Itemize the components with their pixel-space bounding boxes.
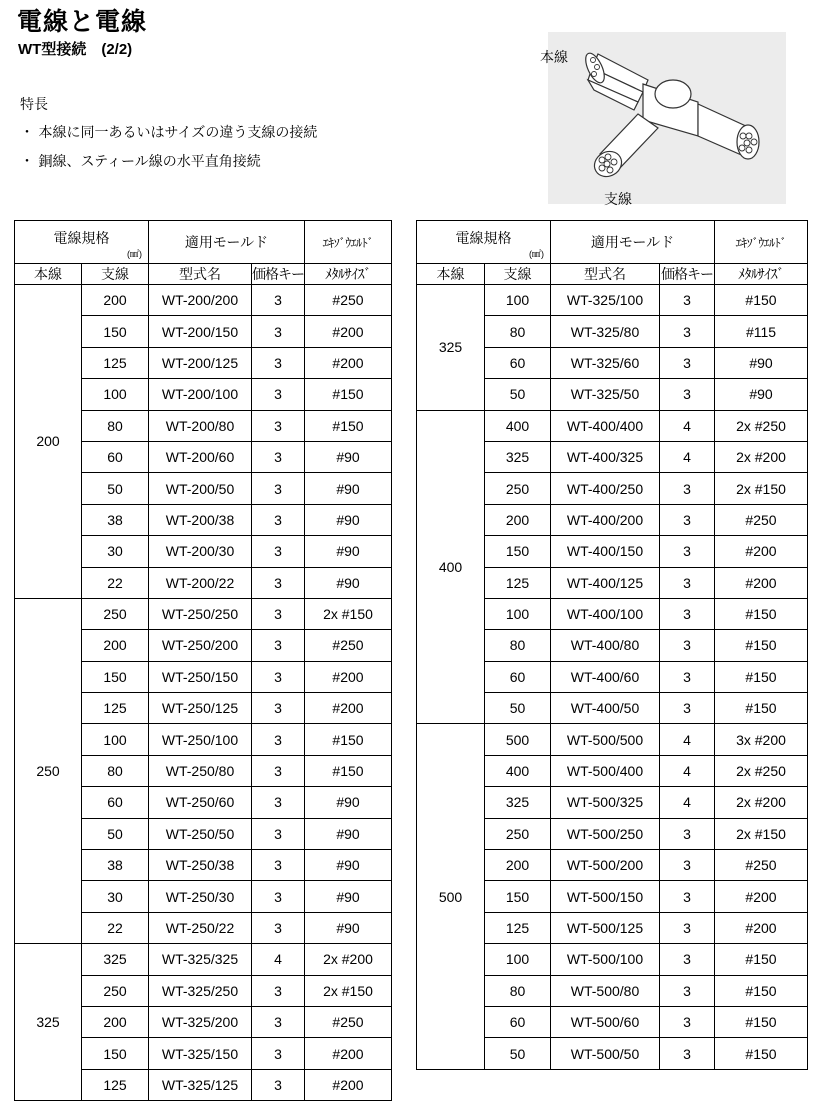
branch-size-cell: 200 bbox=[82, 1006, 149, 1037]
model-col-header: 型式名 bbox=[149, 264, 252, 285]
price-key-cell: 3 bbox=[660, 881, 715, 912]
model-cell: WT-500/100 bbox=[551, 944, 660, 975]
main-size-cell: 500 bbox=[417, 724, 485, 1069]
spec-table-left-body bbox=[15, 221, 392, 1101]
model-cell: WT-200/125 bbox=[149, 347, 252, 378]
metal-size-cell: #90 bbox=[305, 787, 392, 818]
metal-size-cell: 3x #200 bbox=[715, 724, 808, 755]
model-cell: WT-200/100 bbox=[149, 379, 252, 410]
price-key-cell: 3 bbox=[660, 567, 715, 598]
metal-size-cell: #90 bbox=[305, 504, 392, 535]
metal-size-cell: #90 bbox=[715, 347, 808, 378]
model-cell: WT-400/400 bbox=[551, 410, 660, 441]
price-key-cell: 3 bbox=[660, 1006, 715, 1037]
metal-size-cell: #90 bbox=[715, 379, 808, 410]
metal-size-cell: #150 bbox=[715, 944, 808, 975]
branch-size-cell: 400 bbox=[485, 755, 551, 786]
metal-size-cell: 2x #200 bbox=[305, 944, 392, 975]
price-key-cell: 3 bbox=[252, 567, 305, 598]
branch-size-cell: 325 bbox=[485, 441, 551, 472]
model-cell: WT-250/38 bbox=[149, 850, 252, 881]
model-cell: WT-250/60 bbox=[149, 787, 252, 818]
metal-size-cell: #90 bbox=[305, 881, 392, 912]
price-key-col-header: 価格キー bbox=[660, 264, 715, 285]
price-key-cell: 3 bbox=[252, 410, 305, 441]
price-key-cell: 3 bbox=[252, 912, 305, 943]
price-key-cell: 3 bbox=[252, 379, 305, 410]
branch-size-cell: 100 bbox=[82, 379, 149, 410]
table-row bbox=[417, 724, 808, 755]
price-key-cell: 3 bbox=[660, 850, 715, 881]
metal-size-cell: #150 bbox=[715, 1038, 808, 1069]
model-cell: WT-200/30 bbox=[149, 536, 252, 567]
unit-label: (㎟) bbox=[529, 249, 544, 259]
price-key-cell: 3 bbox=[252, 975, 305, 1006]
branch-size-cell: 125 bbox=[485, 912, 551, 943]
branch-size-cell: 100 bbox=[485, 598, 551, 629]
main-size-cell: 400 bbox=[417, 410, 485, 724]
metal-size-cell: #200 bbox=[715, 536, 808, 567]
metal-size-cell: #200 bbox=[715, 912, 808, 943]
branch-size-cell: 80 bbox=[485, 975, 551, 1006]
model-cell: WT-400/100 bbox=[551, 598, 660, 629]
metal-size-cell: #200 bbox=[305, 661, 392, 692]
branch-size-cell: 125 bbox=[82, 347, 149, 378]
model-cell: WT-500/200 bbox=[551, 850, 660, 881]
mold-header: 適用モールド bbox=[551, 221, 715, 264]
metal-size-cell: 2x #200 bbox=[715, 441, 808, 472]
metal-size-cell: #150 bbox=[715, 975, 808, 1006]
price-key-cell: 3 bbox=[252, 755, 305, 786]
metal-size-cell: #200 bbox=[715, 881, 808, 912]
model-cell: WT-325/250 bbox=[149, 975, 252, 1006]
price-key-cell: 3 bbox=[660, 316, 715, 347]
branch-size-cell: 150 bbox=[485, 536, 551, 567]
exo-header: ｴｷｿﾞｳｴﾙﾄﾞ bbox=[305, 221, 392, 264]
branch-size-cell: 500 bbox=[485, 724, 551, 755]
metal-size-cell: #150 bbox=[715, 598, 808, 629]
metal-size-cell: 2x #250 bbox=[715, 410, 808, 441]
spec-table-right bbox=[416, 220, 808, 1070]
price-key-cell: 3 bbox=[660, 818, 715, 849]
model-cell: WT-500/325 bbox=[551, 787, 660, 818]
price-key-cell: 3 bbox=[252, 285, 305, 316]
metal-size-cell: #150 bbox=[715, 285, 808, 316]
price-key-cell: 3 bbox=[660, 379, 715, 410]
feature-item: ・ 銅線、スティール線の水平直角接続 bbox=[20, 154, 261, 170]
metal-size-cell: #200 bbox=[305, 693, 392, 724]
branch-size-cell: 100 bbox=[485, 285, 551, 316]
branch-size-cell: 30 bbox=[82, 881, 149, 912]
branch-wire-label: 支線 bbox=[604, 192, 632, 208]
model-cell: WT-325/325 bbox=[149, 944, 252, 975]
metal-size-cell: #115 bbox=[715, 316, 808, 347]
metal-size-cell: #150 bbox=[305, 410, 392, 441]
model-cell: WT-500/250 bbox=[551, 818, 660, 849]
price-key-cell: 3 bbox=[252, 504, 305, 535]
price-key-cell: 4 bbox=[660, 787, 715, 818]
price-key-cell: 3 bbox=[252, 693, 305, 724]
metal-size-cell: #250 bbox=[715, 504, 808, 535]
price-key-cell: 3 bbox=[660, 285, 715, 316]
metal-size-cell: #90 bbox=[305, 536, 392, 567]
metal-size-cell: #150 bbox=[715, 661, 808, 692]
model-cell: WT-250/250 bbox=[149, 598, 252, 629]
metal-size-cell: 2x #200 bbox=[715, 787, 808, 818]
page-title: 電線と電線 bbox=[17, 7, 148, 36]
spec-table-right-body bbox=[417, 221, 808, 1070]
model-cell: WT-500/400 bbox=[551, 755, 660, 786]
price-key-cell: 3 bbox=[252, 316, 305, 347]
branch-size-cell: 125 bbox=[485, 567, 551, 598]
branch-size-cell: 250 bbox=[82, 975, 149, 1006]
model-cell: WT-250/22 bbox=[149, 912, 252, 943]
page-subtitle: WT型接続 (2/2) bbox=[18, 41, 133, 58]
model-cell: WT-250/30 bbox=[149, 881, 252, 912]
unit-label: (㎟) bbox=[127, 249, 142, 259]
metal-size-cell: #200 bbox=[305, 316, 392, 347]
branch-size-cell: 50 bbox=[82, 473, 149, 504]
price-key-cell: 3 bbox=[660, 944, 715, 975]
table-row bbox=[417, 410, 808, 441]
branch-size-cell: 80 bbox=[82, 755, 149, 786]
main-size-cell: 325 bbox=[417, 285, 485, 411]
model-cell: WT-250/125 bbox=[149, 693, 252, 724]
main-size-cell: 325 bbox=[15, 944, 82, 1101]
branch-size-cell: 250 bbox=[82, 598, 149, 629]
branch-size-cell: 30 bbox=[82, 536, 149, 567]
metal-size-cell: #90 bbox=[305, 912, 392, 943]
price-key-cell: 4 bbox=[660, 441, 715, 472]
header-row bbox=[15, 221, 392, 264]
model-cell: WT-325/80 bbox=[551, 316, 660, 347]
branch-size-cell: 100 bbox=[82, 724, 149, 755]
model-cell: WT-250/50 bbox=[149, 818, 252, 849]
metal-size-cell: #200 bbox=[305, 347, 392, 378]
model-cell: WT-250/80 bbox=[149, 755, 252, 786]
table-row bbox=[15, 944, 392, 975]
model-cell: WT-325/100 bbox=[551, 285, 660, 316]
branch-size-cell: 250 bbox=[485, 818, 551, 849]
main-size-cell: 250 bbox=[15, 598, 82, 943]
price-key-cell: 3 bbox=[252, 473, 305, 504]
metal-size-cell: #90 bbox=[305, 850, 392, 881]
branch-size-cell: 38 bbox=[82, 850, 149, 881]
main-col-header: 本線 bbox=[417, 264, 485, 285]
metal-size-cell: 2x #150 bbox=[715, 473, 808, 504]
t-joint-cable-drawing bbox=[548, 32, 786, 204]
model-cell: WT-400/125 bbox=[551, 567, 660, 598]
model-cell: WT-400/80 bbox=[551, 630, 660, 661]
branch-size-cell: 325 bbox=[82, 944, 149, 975]
branch-size-cell: 200 bbox=[82, 285, 149, 316]
metal-size-cell: 2x #250 bbox=[715, 755, 808, 786]
price-key-cell: 3 bbox=[660, 912, 715, 943]
branch-size-cell: 60 bbox=[82, 441, 149, 472]
model-cell: WT-500/125 bbox=[551, 912, 660, 943]
model-cell: WT-400/60 bbox=[551, 661, 660, 692]
model-cell: WT-325/200 bbox=[149, 1006, 252, 1037]
mold-header: 適用モールド bbox=[149, 221, 305, 264]
price-key-cell: 3 bbox=[660, 504, 715, 535]
table-row bbox=[15, 598, 392, 629]
branch-size-cell: 50 bbox=[485, 1038, 551, 1069]
metal-size-cell: #250 bbox=[305, 630, 392, 661]
branch-size-cell: 200 bbox=[485, 504, 551, 535]
metal-size-cell: 2x #150 bbox=[715, 818, 808, 849]
metal-size-cell: #200 bbox=[305, 1038, 392, 1069]
branch-size-cell: 250 bbox=[485, 473, 551, 504]
model-cell: WT-400/250 bbox=[551, 473, 660, 504]
price-key-cell: 3 bbox=[252, 347, 305, 378]
feature-item: ・ 本線に同一あるいはサイズの違う支線の接続 bbox=[20, 125, 318, 141]
features-heading: 特長 bbox=[20, 97, 48, 113]
wire-spec-header bbox=[15, 221, 149, 264]
model-cell: WT-500/500 bbox=[551, 724, 660, 755]
model-cell: WT-200/60 bbox=[149, 441, 252, 472]
price-key-cell: 3 bbox=[660, 975, 715, 1006]
metal-size-cell: #150 bbox=[305, 724, 392, 755]
price-key-col-header: 価格キー bbox=[252, 264, 305, 285]
price-key-cell: 3 bbox=[252, 630, 305, 661]
metal-size-cell: #200 bbox=[305, 1069, 392, 1100]
metal-col-header: ﾒﾀﾙｻｲｽﾞ bbox=[305, 264, 392, 285]
price-key-cell: 3 bbox=[660, 536, 715, 567]
branch-size-cell: 60 bbox=[485, 661, 551, 692]
model-cell: WT-500/150 bbox=[551, 881, 660, 912]
model-cell: WT-500/80 bbox=[551, 975, 660, 1006]
main-col-header: 本線 bbox=[15, 264, 82, 285]
model-cell: WT-250/150 bbox=[149, 661, 252, 692]
branch-size-cell: 22 bbox=[82, 912, 149, 943]
metal-size-cell: #200 bbox=[715, 567, 808, 598]
price-key-cell: 3 bbox=[252, 441, 305, 472]
model-cell: WT-325/125 bbox=[149, 1069, 252, 1100]
price-key-cell: 3 bbox=[252, 724, 305, 755]
price-key-cell: 3 bbox=[252, 536, 305, 567]
model-cell: WT-200/80 bbox=[149, 410, 252, 441]
metal-size-cell: #90 bbox=[305, 818, 392, 849]
price-key-cell: 3 bbox=[252, 1006, 305, 1037]
price-key-cell: 3 bbox=[660, 693, 715, 724]
model-cell: WT-200/200 bbox=[149, 285, 252, 316]
metal-size-cell: #150 bbox=[715, 1006, 808, 1037]
branch-size-cell: 150 bbox=[82, 1038, 149, 1069]
price-key-cell: 3 bbox=[660, 630, 715, 661]
branch-size-cell: 125 bbox=[82, 1069, 149, 1100]
model-col-header: 型式名 bbox=[551, 264, 660, 285]
branch-size-cell: 150 bbox=[82, 661, 149, 692]
price-key-cell: 3 bbox=[660, 661, 715, 692]
branch-size-cell: 38 bbox=[82, 504, 149, 535]
t-connection-illustration bbox=[548, 32, 786, 204]
model-cell: WT-200/38 bbox=[149, 504, 252, 535]
wire-spec-label: 電線規格 bbox=[53, 230, 110, 246]
price-key-cell: 3 bbox=[252, 661, 305, 692]
model-cell: WT-400/150 bbox=[551, 536, 660, 567]
metal-size-cell: #150 bbox=[305, 755, 392, 786]
branch-size-cell: 80 bbox=[485, 630, 551, 661]
model-cell: WT-400/200 bbox=[551, 504, 660, 535]
branch-col-header: 支線 bbox=[82, 264, 149, 285]
branch-size-cell: 325 bbox=[485, 787, 551, 818]
price-key-cell: 3 bbox=[252, 881, 305, 912]
branch-size-cell: 50 bbox=[485, 693, 551, 724]
branch-col-header: 支線 bbox=[485, 264, 551, 285]
metal-size-cell: #90 bbox=[305, 441, 392, 472]
branch-size-cell: 60 bbox=[485, 347, 551, 378]
branch-size-cell: 150 bbox=[485, 881, 551, 912]
branch-size-cell: 125 bbox=[82, 693, 149, 724]
metal-size-cell: 2x #150 bbox=[305, 975, 392, 1006]
branch-size-cell: 60 bbox=[82, 787, 149, 818]
metal-size-cell: #90 bbox=[305, 567, 392, 598]
price-key-cell: 3 bbox=[252, 787, 305, 818]
model-cell: WT-500/50 bbox=[551, 1038, 660, 1069]
subheader-row bbox=[417, 264, 808, 285]
price-key-cell: 4 bbox=[660, 724, 715, 755]
table-row bbox=[417, 285, 808, 316]
model-cell: WT-325/150 bbox=[149, 1038, 252, 1069]
model-cell: WT-325/50 bbox=[551, 379, 660, 410]
metal-size-cell: #90 bbox=[305, 473, 392, 504]
model-cell: WT-200/22 bbox=[149, 567, 252, 598]
price-key-cell: 3 bbox=[660, 473, 715, 504]
branch-size-cell: 150 bbox=[82, 316, 149, 347]
model-cell: WT-250/200 bbox=[149, 630, 252, 661]
metal-size-cell: #250 bbox=[305, 1006, 392, 1037]
branch-size-cell: 50 bbox=[485, 379, 551, 410]
wire-spec-header bbox=[417, 221, 551, 264]
model-cell: WT-200/150 bbox=[149, 316, 252, 347]
metal-size-cell: #250 bbox=[305, 285, 392, 316]
table-row bbox=[15, 285, 392, 316]
metal-size-cell: #250 bbox=[715, 850, 808, 881]
header-row bbox=[417, 221, 808, 264]
metal-size-cell: #150 bbox=[715, 630, 808, 661]
exo-header: ｴｷｿﾞｳｴﾙﾄﾞ bbox=[715, 221, 808, 264]
branch-size-cell: 22 bbox=[82, 567, 149, 598]
branch-size-cell: 200 bbox=[82, 630, 149, 661]
price-key-cell: 3 bbox=[252, 598, 305, 629]
wire-spec-label: 電線規格 bbox=[455, 230, 512, 246]
price-key-cell: 4 bbox=[660, 410, 715, 441]
model-cell: WT-500/60 bbox=[551, 1006, 660, 1037]
branch-size-cell: 80 bbox=[485, 316, 551, 347]
price-key-cell: 3 bbox=[660, 598, 715, 629]
price-key-cell: 3 bbox=[252, 1069, 305, 1100]
metal-size-cell: 2x #150 bbox=[305, 598, 392, 629]
branch-size-cell: 60 bbox=[485, 1006, 551, 1037]
metal-size-cell: #150 bbox=[715, 693, 808, 724]
branch-size-cell: 100 bbox=[485, 944, 551, 975]
branch-size-cell: 400 bbox=[485, 410, 551, 441]
model-cell: WT-250/100 bbox=[149, 724, 252, 755]
spec-table-left bbox=[14, 220, 392, 1101]
model-cell: WT-325/60 bbox=[551, 347, 660, 378]
price-key-cell: 3 bbox=[660, 347, 715, 378]
model-cell: WT-400/325 bbox=[551, 441, 660, 472]
branch-size-cell: 200 bbox=[485, 850, 551, 881]
price-key-cell: 3 bbox=[252, 850, 305, 881]
price-key-cell: 3 bbox=[252, 1038, 305, 1069]
model-cell: WT-400/50 bbox=[551, 693, 660, 724]
metal-col-header: ﾒﾀﾙｻｲｽﾞ bbox=[715, 264, 808, 285]
metal-size-cell: #150 bbox=[305, 379, 392, 410]
main-size-cell: 200 bbox=[15, 285, 82, 599]
price-key-cell: 4 bbox=[660, 755, 715, 786]
price-key-cell: 4 bbox=[252, 944, 305, 975]
price-key-cell: 3 bbox=[252, 818, 305, 849]
subheader-row bbox=[15, 264, 392, 285]
price-key-cell: 3 bbox=[660, 1038, 715, 1069]
branch-size-cell: 50 bbox=[82, 818, 149, 849]
branch-size-cell: 80 bbox=[82, 410, 149, 441]
model-cell: WT-200/50 bbox=[149, 473, 252, 504]
main-wire-label: 本線 bbox=[540, 50, 568, 66]
